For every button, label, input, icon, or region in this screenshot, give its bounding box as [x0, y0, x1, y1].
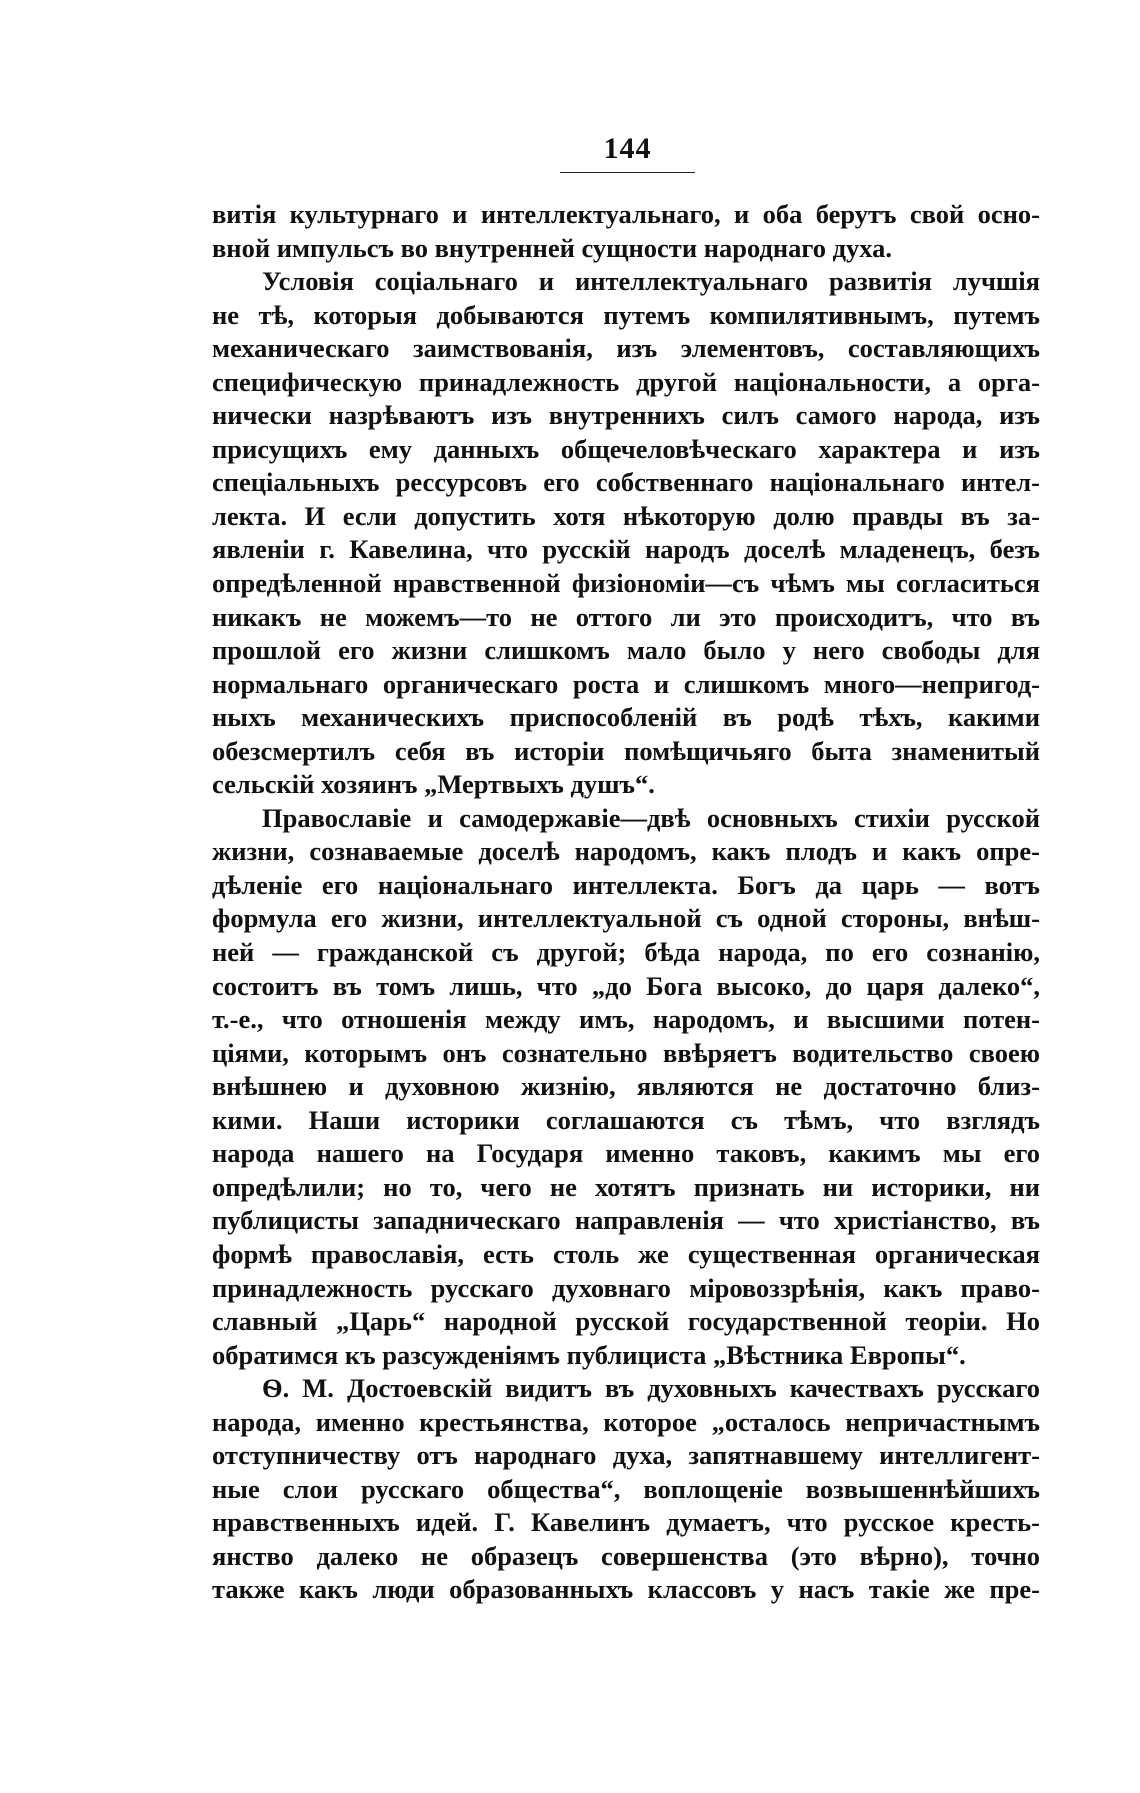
text-line: нравственныхъ идей. Г. Кавелинъ думаетъ, что русское кресть-: [212, 1507, 1040, 1538]
text-line: Ѳ. М. Достоевскій видитъ въ духовныхъ качествахъ русскаго: [262, 1373, 1040, 1404]
text-line: внѣшнею и духовною жизнію, являются не достаточно близ-: [212, 1071, 1040, 1102]
text-line: ные слои русскаго общества“, воплощеніе возвышеннѣйшихъ: [212, 1473, 1040, 1504]
text-line: народа, именно крестьянства, которое „осталось непричастнымъ: [212, 1406, 1040, 1437]
text-line: янство далеко не образецъ совершенства (это вѣрно), точно: [212, 1540, 1040, 1571]
text-line: Условія соціальнаго и интеллектуальнаго развитія лучшія: [262, 266, 1040, 297]
text-line: формула его жизни, интеллектуальной съ одной стороны, внѣш-: [212, 903, 1040, 934]
text-line: формѣ православія, есть столь же существенная органическая: [212, 1238, 1040, 1269]
text-line: кими. Наши историки соглашаются съ тѣмъ, что взглядъ: [212, 1104, 1040, 1135]
text-line: опредѣленной нравственной физіономіи—съ чѣмъ мы согласиться: [212, 568, 1040, 599]
text-line: принадлежность русскаго духовнаго міровоззрѣнія, какъ право-: [212, 1272, 1040, 1303]
text-line: вной импульсъ во внутренней сущности народнаго духа.: [212, 232, 893, 263]
text-line: дѣленіе его національнаго интеллекта. Богъ да царь — вотъ: [212, 869, 1040, 900]
text-line: Православіе и самодержавіе—двѣ основныхъ стихіи русской: [262, 802, 1040, 833]
text-line: ціями, которымъ онъ сознательно ввѣряетъ водительство своею: [212, 1037, 1040, 1068]
text-line: ныхъ механическихъ приспособленій въ родѣ тѣхъ, какими: [212, 702, 1040, 733]
text-line: спеціальныхъ рессурсовъ его собственнаго національнаго интел-: [212, 467, 1040, 498]
text-line: отступничеству отъ народнаго духа, запятнавшему интеллигент-: [212, 1440, 1040, 1471]
text-line: публицисты западническаго направленія — что христіанство, въ: [212, 1205, 1040, 1236]
page-number-rule: [560, 172, 695, 173]
text-line: также какъ люди образованныхъ классовъ у насъ такіе же пре-: [212, 1574, 1040, 1605]
text-line: обратимся къ разсужденіямъ публициста „Вѣстника Европы“.: [212, 1339, 966, 1370]
text-line: славный „Царь“ народной русской государственной теоріи. Но: [212, 1306, 1040, 1337]
text-line: явленіи г. Кавелина, что русскій народъ доселѣ младенецъ, безъ: [212, 534, 1040, 565]
text-line: опредѣлили; но то, чего не хотятъ признать ни историки, ни: [212, 1171, 1040, 1202]
text-body: [212, 198, 1040, 1607]
text-line: ней — гражданской съ другой; бѣда народа, по его сознанію,: [212, 937, 1040, 968]
text-line: специфическую принадлежность другой національности, а орга-: [212, 366, 1040, 397]
text-line: т.-е., что отношенія между имъ, народомъ, и высшими потен-: [212, 1004, 1040, 1035]
text-line: лекта. И если допустить хотя нѣкоторую долю правды въ за-: [212, 500, 1040, 531]
text-line: обезсмертилъ себя въ исторіи помѣщичьяго быта знаменитый: [212, 735, 1040, 766]
page-number: 144: [603, 132, 652, 165]
text-line: народа нашего на Государя именно таковъ, какимъ мы его: [212, 1138, 1040, 1169]
text-line: прошлой его жизни слишкомъ мало было у него свободы для: [212, 635, 1040, 666]
text-line: присущихъ ему данныхъ общечеловѣческаго характера и изъ: [212, 433, 1040, 464]
text-line: никакъ не можемъ—то не оттого ли это происходитъ, что въ: [212, 601, 1040, 632]
text-line: нически назрѣваютъ изъ внутреннихъ силъ самого народа, изъ: [212, 400, 1040, 431]
text-line: витія культурнаго и интеллектуальнаго, и оба берутъ свой осно-: [212, 199, 1040, 229]
text-line: механическаго заимствованія, изъ элементовъ, составляющихъ: [212, 333, 1040, 364]
text-line: нормальнаго органическаго роста и слишкомъ много—непригод-: [212, 668, 1040, 699]
text-line: состоитъ въ томъ лишь, что „до Бога высоко, до царя далеко“,: [212, 970, 1040, 1001]
text-line: не тѣ, которыя добываются путемъ компилятивнымъ, путемъ: [212, 299, 1040, 330]
text-line: жизни, сознаваемые доселѣ народомъ, какъ плодъ и какъ опре-: [212, 836, 1040, 867]
text-line: сельскій хозяинъ „Мертвыхъ душъ“.: [212, 769, 655, 800]
